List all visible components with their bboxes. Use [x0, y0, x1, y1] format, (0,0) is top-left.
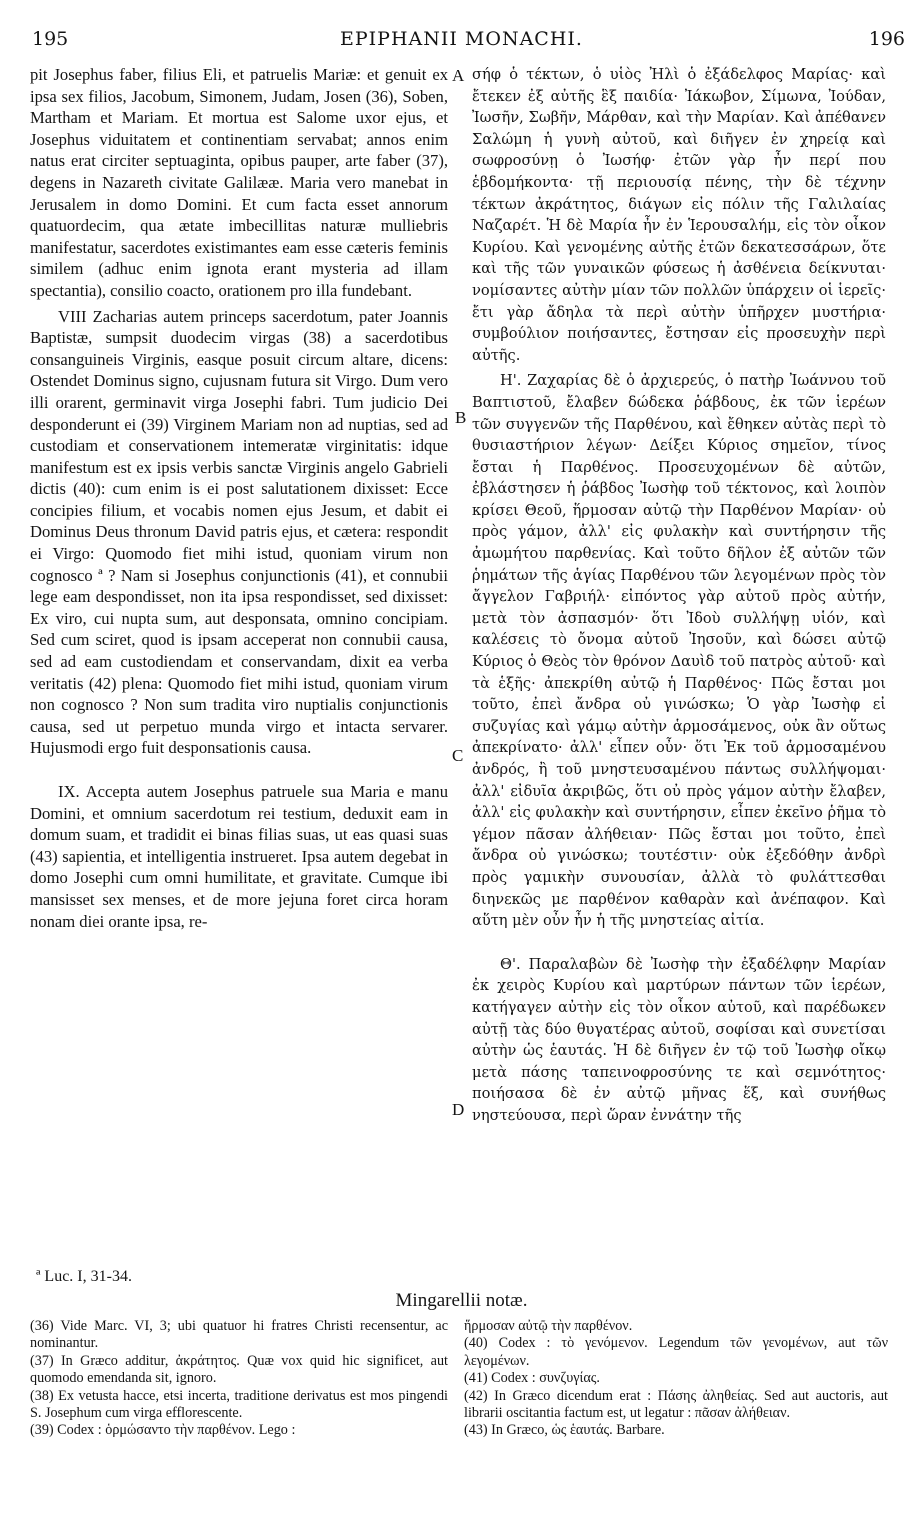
greek-paragraph-1: σήφ ὁ τέκτων, ὁ υἱὸς Ἠλὶ ὁ ἐξάδελφος Μαρίας· καὶ ἔτεκεν ἐξ αὐτῆς ἓξ παιδία· Ἰάκωβον, Σίμωνα, Ἰούδαν, Ἰωσῆν, Σωβῆν, Μάρθαν, καὶ τὴν Μαρίαν. Καὶ ἀπέθανεν Σαλώμη ἡ γυνὴ αὐτοῦ, καὶ διῆγεν ἐν χηρείᾳ καὶ σωφροσύνῃ ὁ Ἰωσήφ· ἐτῶν γὰρ ἦν περί που ἑβδομήκοντα· τῇ περιουσίᾳ πένης, τὴν δὲ τέχνην τέκτων ἀκράτητος, διάγων εἰς πόλιν τῆς Γαλιλαίας Ναζαρέτ. Ἡ δὲ Μαρία ἦν ἐν Ἱερουσαλήμ, εἰς τὸν οἶκον Κυρίου. Καὶ γενομένης αὐτῆς ἐτῶν δεκατεσσάρων, ὅτε καὶ τῆς τῶν γυναικῶν φύσεως ἡ ἀσθένεια δείκνυται· νομίσαντες αὐτὴν μίαν τῶν πολλῶν ὑπάρχειν οἱ ἱερεῖς· ἔτι γὰρ ἄδηλα τὰ περὶ αὐτὴν ὑπῆρχεν μυστήρια· συμβούλιον ποιήσαντες, ἔστησαν εἰς προσευχὴν περὶ αὐτῆς.	[472, 66, 886, 364]
page-number-left: 195	[32, 28, 69, 50]
note-42: (42) In Græco dicendum erat : Πάσης ἀληθείας. Sed aut auctoris, aut librarii oscitantia factum est, ut legatur : πᾶσαν ἀλήθειαν.	[464, 1387, 888, 1422]
greek-column	[472, 64, 886, 1254]
margin-letter-d: D	[452, 1100, 465, 1119]
margin-letter-b: B	[455, 408, 467, 427]
note-41: (41) Codex : συνζυγίας.	[464, 1370, 600, 1387]
running-title: EPIPHANII MONACHI.	[340, 28, 583, 50]
note-37: (37) In Græco additur, ἀκράτητος. Quæ vox quid hic significet, aut quomodo emendanda sit, ignoro.	[30, 1352, 448, 1387]
margin-letter-a: A	[452, 66, 465, 85]
notes-heading: Mingarellii notæ.	[395, 1290, 528, 1311]
latin-paragraph-1: pit Josephus faber, filius Eli, et patruelis Mariæ: et genuit ex ipsa sex filios, Jacobum, Simonem, Judam, Josen (36), Soben, Martham et Mariam. Et mortua est Salome uxor ejus, et Josephus viduitatem et continentiam servabat; annos enim natus erat circiter septuaginta, opibus pauper, arte faber (37), degens in Nazareth civitate Galilææ. Maria vero manebat in Jerusalem in domo Domini. Et cum facta esset annorum quatuordecim, qua ætate imbecillitas naturæ mulliebris manifestatur, sacerdotes existimantes eam esse cæteris feminis similem (adhuc enim ignota erant mysteria ad illam spectantia), consilio coacto, orationem pro illa fundebant.	[30, 65, 448, 300]
note-40: (40) Codex : τὸ γενόμενον. Legendum τῶν γενομένων, aut τῶν λεγομένων.	[464, 1335, 888, 1369]
note-39-cont: ἥρμοσαν αὐτῷ τὴν παρθένον.	[464, 1318, 633, 1334]
greek-paragraph-3: Θ'. Παραλαβὼν δὲ Ἰωσὴφ τὴν ἐξαδέλφην Μαρίαν ἐκ χειρὸς Κυρίου καὶ μαρτύρων πάντων τῶν ἱερέων, κατήγαγεν αὐτὴν εἰς τὸν οἶκον αὐτοῦ, καὶ παρέδωκεν αὐτῇ τὰς δύο θυγατέρας αὐτοῦ, σοφίσαι καὶ συνετίσαι αὐτὴν ὡς ἑαυτάς. Ἡ δὲ διῆγεν ἐν τῷ τοῦ Ἰωσὴφ οἴκῳ μετὰ πάσης ταπεινοφροσύνης τε καὶ σεμνότητος· ποιήσασα δὲ ἐν αὐτῷ μῆνας ἕξ, καὶ συνήθως νηστεύουσα, περὶ ὥραν ἐννάτην τῆς	[472, 955, 886, 1124]
latin-paragraph-3: IX. Accepta autem Josephus patruele sua Maria e manu Domini, et omnium sacerdotum rei testium, deduxit eam in domum suam, et tradidit ei binas filias suas, ut eas quasi suas (43) sapientia, et intelligentia instrueret. Ipsa autem degebat in domo Josephi cum omni humilitate, et gravitate. Cumque ibi mansisset sex menses, et de more jejuna foret circa horam nonam diei orante ipsa, re-	[30, 782, 448, 931]
page-header	[0, 28, 923, 58]
notes-right-column	[464, 1318, 888, 1440]
note-38: (38) Ex vetusta hacce, etsi incerta, traditione derivatus est mos pingendi S. Josephum cum virga efflorescente.	[30, 1387, 448, 1422]
latin-column	[30, 64, 448, 1254]
margin-letter-c: C	[452, 746, 464, 765]
note-43: (43) In Græco, ὡς ἑαυτάς. Barbare.	[464, 1422, 665, 1439]
note-36: (36) Vide Marc. VI, 3; ubi quatuor hi fratres Christi recensentur, ac nominantur.	[30, 1318, 448, 1352]
latin-paragraph-2: VIII Zacharias autem princeps sacerdotum, pater Joannis Baptistæ, sumpsit duodecim virgas (38) a sacerdotibus consanguineis Virginis, easque posuit circum altare, dicens: Ostendet Dominus signo, cujusnam futura sit Virgo. Dum vero illi orarent, germinavit virga Josephi fabri. Tum judicio Dei desponderunt ei (39) Virginem Mariam non ad nuptias, sed ad custodiam et conservationem intemeratæ virginitatis: idque manifestum est ex ipsis verbis sanctæ Virginis angelo Gabrieli dictis (40): cum enim is ei post salutationem dixisset: Ecce concipies filium, et vocabis nomen ejus Jesum, et dabit ei Dominus Deus thronum David patris ejus, et cætera: respondit ei Virgo: Quomodo fiet mihi istud, quoniam virum non cognosco ª ? Nam si Josephus conjunctionis (41), et connubii lege eam despondisset, non ita ipsa respondisset, sed dixisset: Ex viro, cui nupta sum, aut desponsata, omnino concipiam. Sed cum sciret, quod is ipsam acceperat non connubii causa, sed ad eam custodiendam et conservandam, dixit ea verba veritatis (42) plena: Quomodo fiet mihi istud, quoniam virum non cognosco ? Non sum tradita viro nuptialis conjunctionis causa, sed ut perpetuo munda virgo et intacta servarer. Hujusmodi ergo fuit desponsationis causa.	[30, 306, 448, 758]
scripture-footnote: ª Luc. I, 31-34.	[36, 1268, 132, 1285]
note-39: (39) Codex : ὁρμώσαντο τὴν παρθένον. Lego :	[30, 1422, 296, 1439]
page-number-right: 196	[868, 28, 905, 50]
notes-left-column	[30, 1318, 448, 1440]
greek-paragraph-2: Η'. Ζαχαρίας δὲ ὁ ἀρχιερεύς, ὁ πατὴρ Ἰωάννου τοῦ Βαπτιστοῦ, ἔλαβεν δώδεκα ῥάβδους, ἐκ τῶν ἱερέων τῶν συγγενῶν τῆς Παρθένου, καὶ ἔθηκεν αὐτὰς περὶ τὸ θυσιαστήριον λέγων· Δείξει Κύριος σημεῖον, τίνος ἔσται ἡ Παρθένος. Προσευχομένων δὲ αὐτῶν, ἐβλάστησεν ἡ ῥάβδος Ἰωσὴφ τοῦ τέκτονος, καὶ λοιπὸν κρίσει Θεοῦ, ἥρμοσαν αὐτῷ τὴν Παρθένον Μαρίαν· οὐ πρὸς γάμον, ἀλλ' εἰς φυλακὴν καὶ συντήρησιν τῆς ἀμωμήτου παρθενίας. Καὶ τοῦτο δῆλον ἐξ αὐτῶν τῶν ῥημάτων τῆς ἁγίας Παρθένου τῶν λεγομένων πρὸς τὸν ἄγγελον Γαβριήλ· εἰπόντος γὰρ αὐτοῦ πρὸς αὐτήν, μετὰ τὸν ἀσπασμόν· ὅτι Ἰδοὺ συλλήψῃ υἱόν, καὶ καλέσεις τὸ ὄνομα αὐτοῦ Ἰησοῦν, καὶ δώσει αὐτῷ Κύριος ὁ Θεὸς τὸν θρόνον Δαυὶδ τοῦ πατρὸς αὐτοῦ· καὶ τὰ ἑξῆς· ἀπεκρίθη αὐτῷ ἡ Παρθένος· Πῶς ἔσται μοι τοῦτο, ἐπεὶ ἄνδρα οὐ γινώσκω; Ὁ γὰρ Ἰωσὴφ εἰ συζυγίας καὶ γάμῳ αὐτὴν ἁρμοσάμενος, οὐκ ἂν οὕτως ἀπεκρίνατο· ἀλλ' εἶπεν οὖν· ὅτι Ἐκ τοῦ ἁρμοσαμένου ἀνδρός, ἢ τοῦ μνηστευσαμένου πάντως συλλήψομαι· ἀλλ' εἰδυῖα ἀκριβῶς, ὅτι οὐ πρὸς γάμον αὐτὴν ἔλαβεν, ἀλλ' εἰς φυλακὴν καὶ συντήρησιν, εἶπεν ἐκεῖνο ῥῆμα τὸ γέμον πᾶσαν ἀλήθειαν· Πῶς ἔσται μοι τοῦτο, ἐπεὶ ἄνδρα οὐ γινώσκω; τουτέστιν· οὐκ ἐξεδόθην ἀνδρὶ πρὸς γαμικὴν συνουσίαν, ἀλλὰ τὸ φυλάττεσθαι διηνεκῶς με παρθένον καθαρὰν καὶ ἀνέπαφον. Καὶ αὕτη μὲν οὖν ἦν ἡ τῆς μνηστείας αἰτία.	[472, 372, 886, 930]
